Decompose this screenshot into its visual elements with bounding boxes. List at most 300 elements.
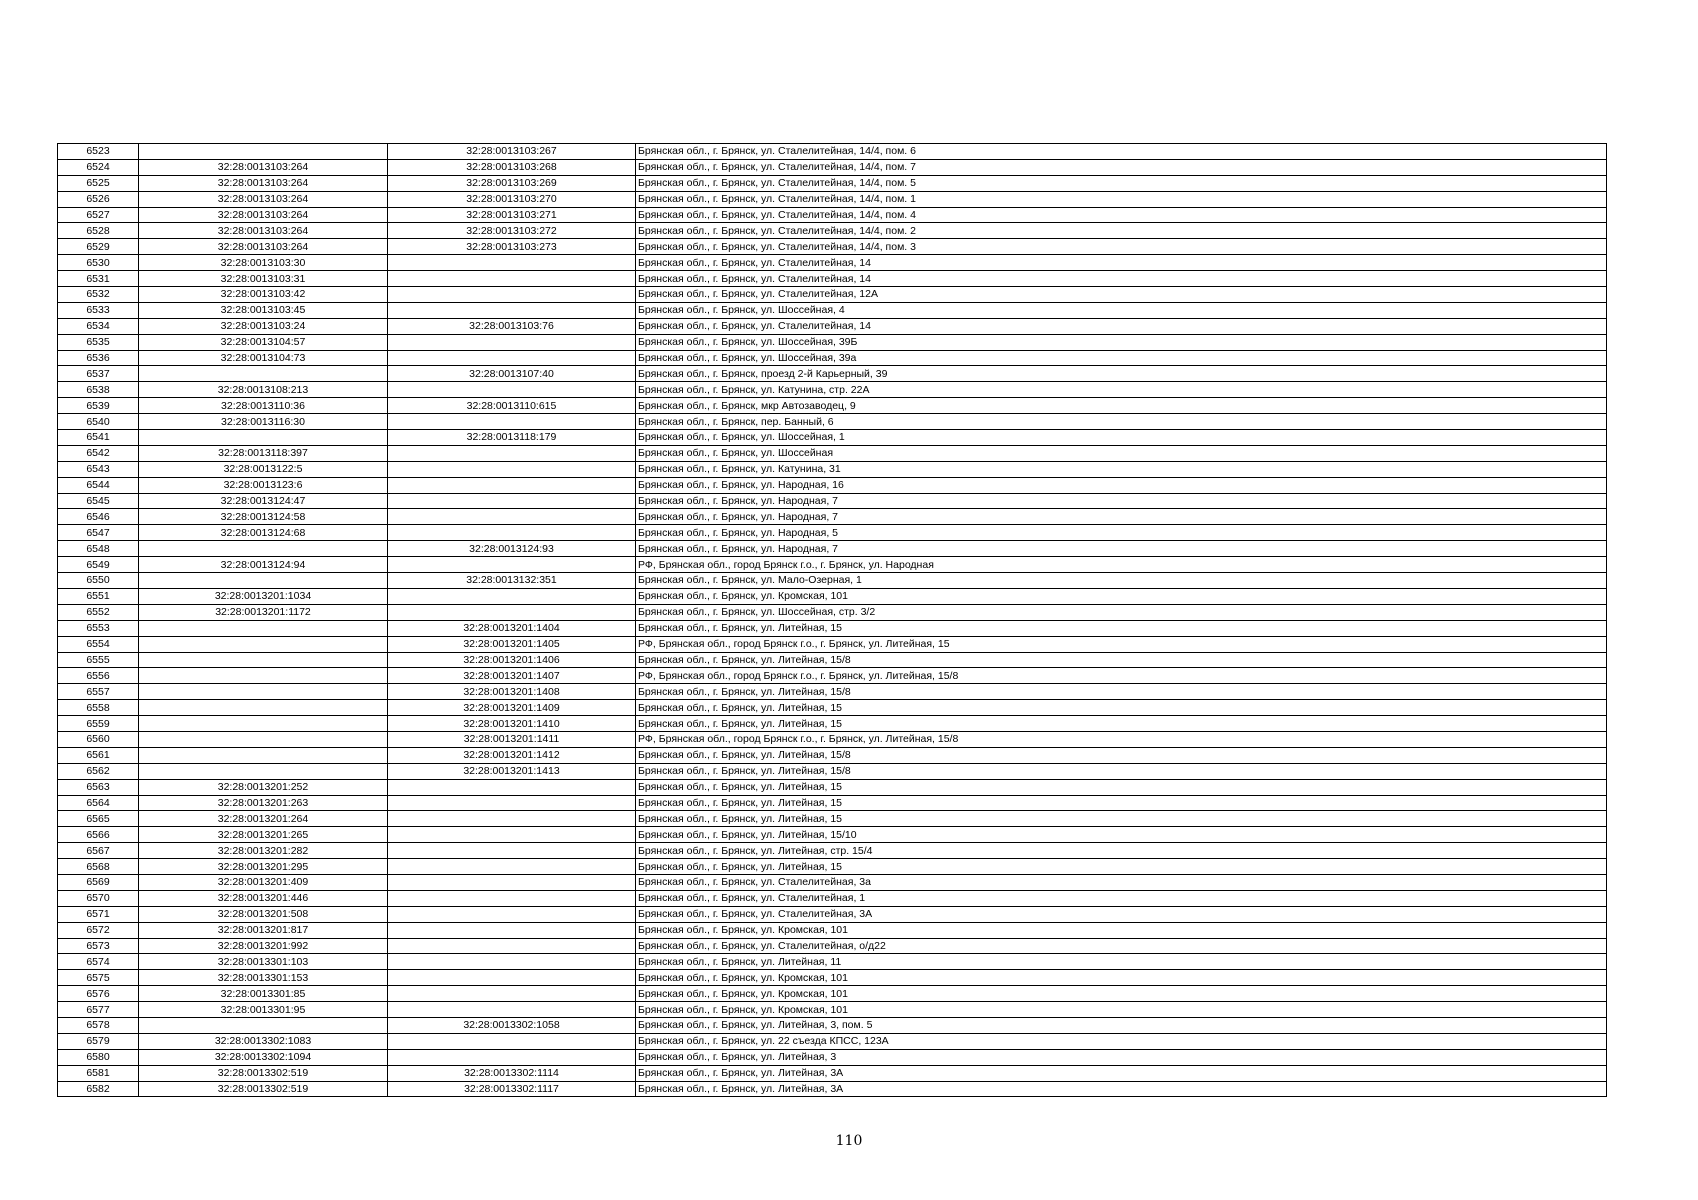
address-cell: Брянская обл., г. Брянск, ул. Народная, 7 [636,493,1607,509]
cadastral-number-cell [388,811,636,827]
table-row [58,398,1607,414]
row-number-cell: 6572 [58,922,139,938]
parent-cadastral-number-cell: 32:28:0013124:58 [139,509,388,525]
table-row [58,1049,1607,1065]
parent-cadastral-number-cell: 32:28:0013103:45 [139,302,388,318]
address-cell: Брянская обл., г. Брянск, ул. Сталелитейная, 14/4, пом. 4 [636,207,1607,223]
address-cell: Брянская обл., г. Брянск, ул. Кромская, 101 [636,588,1607,604]
table-row [58,986,1607,1002]
table-row [58,859,1607,875]
row-number-cell: 6529 [58,239,139,255]
table-row [58,1002,1607,1018]
row-number-cell: 6567 [58,843,139,859]
address-cell: Брянская обл., г. Брянск, ул. Шоссейная, 1 [636,430,1607,446]
cadastral-number-cell [388,493,636,509]
address-cell: Брянская обл., г. Брянск, ул. Литейная, 3А [636,1081,1607,1097]
address-cell: Брянская обл., г. Брянск, ул. Народная, 16 [636,477,1607,493]
row-number-cell: 6576 [58,986,139,1002]
row-number-cell: 6548 [58,541,139,557]
parent-cadastral-number-cell [139,144,388,160]
row-number-cell: 6554 [58,636,139,652]
address-cell: РФ, Брянская обл., город Брянск г.о., г. Брянск, ул. Литейная, 15/8 [636,668,1607,684]
table-row [58,477,1607,493]
row-number-cell: 6563 [58,779,139,795]
cadastral-number-cell: 32:28:0013103:267 [388,144,636,160]
cadastral-number-cell [388,890,636,906]
row-number-cell: 6578 [58,1017,139,1033]
address-cell: Брянская обл., г. Брянск, ул. Шоссейная, 39а [636,350,1607,366]
parent-cadastral-number-cell: 32:28:0013201:446 [139,890,388,906]
address-cell: Брянская обл., г. Брянск, ул. Народная, 7 [636,509,1607,525]
address-cell: Брянская обл., г. Брянск, ул. Кромская, 101 [636,1002,1607,1018]
parent-cadastral-number-cell: 32:28:0013201:409 [139,874,388,890]
table-row [58,874,1607,890]
cadastral-number-cell: 32:28:0013201:1411 [388,731,636,747]
address-cell: Брянская обл., г. Брянск, ул. Сталелитейная, 14/4, пом. 2 [636,223,1607,239]
parent-cadastral-number-cell [139,636,388,652]
table-row [58,700,1607,716]
table-row [58,795,1607,811]
parent-cadastral-number-cell: 32:28:0013201:992 [139,938,388,954]
row-number-cell: 6534 [58,318,139,334]
row-number-cell: 6523 [58,144,139,160]
cadastral-number-cell [388,986,636,1002]
row-number-cell: 6571 [58,906,139,922]
cadastral-number-cell [388,922,636,938]
parent-cadastral-number-cell: 32:28:0013108:213 [139,382,388,398]
table-row [58,334,1607,350]
cadastral-number-cell: 32:28:0013201:1413 [388,763,636,779]
parent-cadastral-number-cell: 32:28:0013201:252 [139,779,388,795]
cadastral-number-cell [388,255,636,271]
cadastral-number-cell [388,461,636,477]
table-row [58,350,1607,366]
cadastral-number-cell [388,859,636,875]
row-number-cell: 6564 [58,795,139,811]
row-number-cell: 6542 [58,445,139,461]
cadastral-number-cell: 32:28:0013103:269 [388,175,636,191]
table-row [58,731,1607,747]
row-number-cell: 6535 [58,334,139,350]
row-number-cell: 6540 [58,414,139,430]
row-number-cell: 6557 [58,684,139,700]
table-row [58,906,1607,922]
address-cell: Брянская обл., г. Брянск, ул. Литейная, 15/10 [636,827,1607,843]
table-row [58,191,1607,207]
row-number-cell: 6532 [58,287,139,303]
address-cell: Брянская обл., г. Брянск, ул. Литейная, 15 [636,716,1607,732]
address-cell: Брянская обл., г. Брянск, ул. Кромская, 101 [636,970,1607,986]
parent-cadastral-number-cell: 32:28:0013118:397 [139,445,388,461]
table-row [58,1065,1607,1081]
parent-cadastral-number-cell [139,716,388,732]
parent-cadastral-number-cell: 32:28:0013103:31 [139,271,388,287]
cadastral-number-cell [388,938,636,954]
cadastral-number-cell [388,843,636,859]
parent-cadastral-number-cell [139,684,388,700]
address-cell: Брянская обл., г. Брянск, ул. Катунина, стр. 22А [636,382,1607,398]
parent-cadastral-number-cell: 32:28:0013201:264 [139,811,388,827]
cadastral-number-cell [388,414,636,430]
row-number-cell: 6527 [58,207,139,223]
cadastral-number-cell [388,970,636,986]
row-number-cell: 6538 [58,382,139,398]
table-row [58,366,1607,382]
address-cell: Брянская обл., г. Брянск, ул. Шоссейная [636,445,1607,461]
parent-cadastral-number-cell: 32:28:0013301:85 [139,986,388,1002]
cadastral-number-cell [388,1033,636,1049]
row-number-cell: 6549 [58,557,139,573]
address-cell: Брянская обл., г. Брянск, ул. Народная, 7 [636,541,1607,557]
cadastral-number-cell [388,271,636,287]
table-row [58,922,1607,938]
parent-cadastral-number-cell: 32:28:0013103:264 [139,159,388,175]
row-number-cell: 6581 [58,1065,139,1081]
address-cell: Брянская обл., г. Брянск, ул. Шоссейная, стр. 3/2 [636,604,1607,620]
table-row [58,588,1607,604]
cadastral-number-cell [388,445,636,461]
row-number-cell: 6573 [58,938,139,954]
cadastral-number-cell [388,954,636,970]
parent-cadastral-number-cell: 32:28:0013124:94 [139,557,388,573]
table-row [58,763,1607,779]
table-row [58,207,1607,223]
row-number-cell: 6546 [58,509,139,525]
cadastral-number-cell: 32:28:0013107:40 [388,366,636,382]
cadastral-number-cell [388,557,636,573]
table-row [58,493,1607,509]
address-cell: Брянская обл., г. Брянск, ул. 22 съезда КПСС, 123А [636,1033,1607,1049]
registry-table-body [58,144,1607,1097]
row-number-cell: 6551 [58,588,139,604]
row-number-cell: 6524 [58,159,139,175]
row-number-cell: 6560 [58,731,139,747]
parent-cadastral-number-cell [139,747,388,763]
row-number-cell: 6547 [58,525,139,541]
address-cell: Брянская обл., г. Брянск, ул. Сталелитейная, 14 [636,318,1607,334]
row-number-cell: 6537 [58,366,139,382]
parent-cadastral-number-cell: 32:28:0013201:282 [139,843,388,859]
row-number-cell: 6545 [58,493,139,509]
address-cell: Брянская обл., г. Брянск, ул. Сталелитейная, 14/4, пом. 1 [636,191,1607,207]
table-row [58,1017,1607,1033]
parent-cadastral-number-cell: 32:28:0013103:24 [139,318,388,334]
parent-cadastral-number-cell: 32:28:0013301:153 [139,970,388,986]
cadastral-number-cell [388,588,636,604]
row-number-cell: 6575 [58,970,139,986]
address-cell: Брянская обл., г. Брянск, ул. Литейная, 3, пом. 5 [636,1017,1607,1033]
table-row [58,159,1607,175]
parent-cadastral-number-cell: 32:28:0013201:263 [139,795,388,811]
parent-cadastral-number-cell: 32:28:0013104:57 [139,334,388,350]
parent-cadastral-number-cell: 32:28:0013122:5 [139,461,388,477]
cadastral-number-cell: 32:28:0013201:1410 [388,716,636,732]
cadastral-number-cell: 32:28:0013302:1058 [388,1017,636,1033]
parent-cadastral-number-cell: 32:28:0013103:264 [139,239,388,255]
cadastral-number-cell: 32:28:0013124:93 [388,541,636,557]
row-number-cell: 6531 [58,271,139,287]
cadastral-number-cell: 32:28:0013201:1409 [388,700,636,716]
address-cell: Брянская обл., г. Брянск, ул. Сталелитейная, 1 [636,890,1607,906]
row-number-cell: 6582 [58,1081,139,1097]
address-cell: Брянская обл., г. Брянск, ул. Литейная, 15 [636,620,1607,636]
parent-cadastral-number-cell: 32:28:0013201:265 [139,827,388,843]
row-number-cell: 6574 [58,954,139,970]
parent-cadastral-number-cell [139,652,388,668]
address-cell: Брянская обл., г. Брянск, ул. Народная, 5 [636,525,1607,541]
parent-cadastral-number-cell: 32:28:0013103:264 [139,175,388,191]
parent-cadastral-number-cell: 32:28:0013201:295 [139,859,388,875]
table-row [58,843,1607,859]
row-number-cell: 6555 [58,652,139,668]
parent-cadastral-number-cell: 32:28:0013103:264 [139,223,388,239]
row-number-cell: 6556 [58,668,139,684]
parent-cadastral-number-cell: 32:28:0013301:103 [139,954,388,970]
cadastral-number-cell [388,1049,636,1065]
table-row [58,970,1607,986]
table-row [58,318,1607,334]
row-number-cell: 6570 [58,890,139,906]
parent-cadastral-number-cell [139,668,388,684]
table-row [58,684,1607,700]
table-row [58,827,1607,843]
address-cell: Брянская обл., г. Брянск, ул. Литейная, 15/8 [636,652,1607,668]
table-row [58,287,1607,303]
address-cell: Брянская обл., г. Брянск, ул. Сталелитейная, 12А [636,287,1607,303]
address-cell: Брянская обл., г. Брянск, ул. Кромская, 101 [636,922,1607,938]
row-number-cell: 6528 [58,223,139,239]
cadastral-number-cell: 32:28:0013110:615 [388,398,636,414]
table-row [58,954,1607,970]
address-cell: Брянская обл., г. Брянск, проезд 2-й Карьерный, 39 [636,366,1607,382]
address-cell: Брянская обл., г. Брянск, ул. Литейная, 11 [636,954,1607,970]
table-row [58,779,1607,795]
row-number-cell: 6544 [58,477,139,493]
address-cell: РФ, Брянская обл., город Брянск г.о., г. Брянск, ул. Народная [636,557,1607,573]
parent-cadastral-number-cell [139,620,388,636]
parent-cadastral-number-cell: 32:28:0013201:1034 [139,588,388,604]
parent-cadastral-number-cell: 32:28:0013110:36 [139,398,388,414]
cadastral-number-cell: 32:28:0013103:271 [388,207,636,223]
table-row [58,445,1607,461]
table-row [58,414,1607,430]
cadastral-number-cell [388,795,636,811]
parent-cadastral-number-cell [139,763,388,779]
cadastral-number-cell: 32:28:0013302:1114 [388,1065,636,1081]
cadastral-number-cell: 32:28:0013201:1408 [388,684,636,700]
table-row [58,175,1607,191]
cadastral-number-cell: 32:28:0013103:76 [388,318,636,334]
address-cell: Брянская обл., г. Брянск, ул. Сталелитейная, 14/4, пом. 3 [636,239,1607,255]
row-number-cell: 6526 [58,191,139,207]
table-row [58,1081,1607,1097]
address-cell: Брянская обл., г. Брянск, пер. Банный, 6 [636,414,1607,430]
cadastral-number-cell: 32:28:0013132:351 [388,573,636,589]
row-number-cell: 6577 [58,1002,139,1018]
table-row [58,890,1607,906]
cadastral-number-cell [388,906,636,922]
parent-cadastral-number-cell [139,1017,388,1033]
address-cell: Брянская обл., г. Брянск, мкр Автозаводец, 9 [636,398,1607,414]
cadastral-number-cell [388,287,636,303]
cadastral-number-cell [388,525,636,541]
address-cell: Брянская обл., г. Брянск, ул. Литейная, 15/8 [636,684,1607,700]
address-cell: Брянская обл., г. Брянск, ул. Шоссейная, 39Б [636,334,1607,350]
table-row [58,382,1607,398]
row-number-cell: 6550 [58,573,139,589]
row-number-cell: 6558 [58,700,139,716]
row-number-cell: 6553 [58,620,139,636]
cadastral-number-cell [388,779,636,795]
table-row [58,716,1607,732]
parent-cadastral-number-cell: 32:28:0013302:519 [139,1081,388,1097]
parent-cadastral-number-cell: 32:28:0013302:1083 [139,1033,388,1049]
parent-cadastral-number-cell: 32:28:0013103:42 [139,287,388,303]
table-row [58,525,1607,541]
address-cell: Брянская обл., г. Брянск, ул. Сталелитейная, 3а [636,874,1607,890]
address-cell: Брянская обл., г. Брянск, ул. Сталелитейная, 14/4, пом. 6 [636,144,1607,160]
parent-cadastral-number-cell [139,731,388,747]
parent-cadastral-number-cell [139,366,388,382]
parent-cadastral-number-cell: 32:28:0013116:30 [139,414,388,430]
row-number-cell: 6580 [58,1049,139,1065]
row-number-cell: 6559 [58,716,139,732]
address-cell: Брянская обл., г. Брянск, ул. Сталелитейная, 14/4, пом. 5 [636,175,1607,191]
row-number-cell: 6565 [58,811,139,827]
table-row [58,747,1607,763]
parent-cadastral-number-cell: 32:28:0013104:73 [139,350,388,366]
cadastral-number-cell: 32:28:0013103:273 [388,239,636,255]
row-number-cell: 6552 [58,604,139,620]
address-cell: Брянская обл., г. Брянск, ул. Мало-Озерная, 1 [636,573,1607,589]
parent-cadastral-number-cell: 32:28:0013124:68 [139,525,388,541]
cadastral-number-cell [388,350,636,366]
table-row [58,541,1607,557]
parent-cadastral-number-cell: 32:28:0013301:95 [139,1002,388,1018]
cadastral-number-cell: 32:28:0013118:179 [388,430,636,446]
row-number-cell: 6530 [58,255,139,271]
cadastral-number-cell: 32:28:0013201:1407 [388,668,636,684]
cadastral-number-cell [388,477,636,493]
row-number-cell: 6568 [58,859,139,875]
cadastral-number-cell [388,874,636,890]
table-row [58,620,1607,636]
cadastral-number-cell [388,1002,636,1018]
registry-table [57,143,1607,1097]
address-cell: Брянская обл., г. Брянск, ул. Литейная, стр. 15/4 [636,843,1607,859]
table-row [58,604,1607,620]
table-row [58,271,1607,287]
cadastral-number-cell [388,334,636,350]
cadastral-number-cell: 32:28:0013103:270 [388,191,636,207]
row-number-cell: 6579 [58,1033,139,1049]
parent-cadastral-number-cell: 32:28:0013103:264 [139,207,388,223]
table-row [58,811,1607,827]
table-row [58,461,1607,477]
parent-cadastral-number-cell [139,700,388,716]
table-row [58,652,1607,668]
row-number-cell: 6569 [58,874,139,890]
page-number: 110 [835,1133,863,1149]
parent-cadastral-number-cell: 32:28:0013123:6 [139,477,388,493]
address-cell: Брянская обл., г. Брянск, ул. Сталелитейная, о/д22 [636,938,1607,954]
table-row [58,239,1607,255]
parent-cadastral-number-cell: 32:28:0013201:817 [139,922,388,938]
table-row [58,668,1607,684]
address-cell: Брянская обл., г. Брянск, ул. Литейная, 15/8 [636,763,1607,779]
parent-cadastral-number-cell [139,573,388,589]
address-cell: Брянская обл., г. Брянск, ул. Литейная, 15 [636,811,1607,827]
address-cell: Брянская обл., г. Брянск, ул. Литейная, 15 [636,795,1607,811]
cadastral-number-cell: 32:28:0013302:1117 [388,1081,636,1097]
row-number-cell: 6536 [58,350,139,366]
parent-cadastral-number-cell [139,541,388,557]
cadastral-number-cell [388,509,636,525]
row-number-cell: 6543 [58,461,139,477]
address-cell: Брянская обл., г. Брянск, ул. Кромская, 101 [636,986,1607,1002]
table-row [58,573,1607,589]
parent-cadastral-number-cell: 32:28:0013302:1094 [139,1049,388,1065]
parent-cadastral-number-cell: 32:28:0013201:1172 [139,604,388,620]
address-cell: Брянская обл., г. Брянск, ул. Сталелитейная, 14 [636,255,1607,271]
address-cell: Брянская обл., г. Брянск, ул. Литейная, 3А [636,1065,1607,1081]
cadastral-number-cell: 32:28:0013201:1406 [388,652,636,668]
cadastral-number-cell [388,382,636,398]
parent-cadastral-number-cell: 32:28:0013124:47 [139,493,388,509]
table-row [58,938,1607,954]
parent-cadastral-number-cell: 32:28:0013302:519 [139,1065,388,1081]
cadastral-number-cell: 32:28:0013103:268 [388,159,636,175]
parent-cadastral-number-cell: 32:28:0013201:508 [139,906,388,922]
address-cell: Брянская обл., г. Брянск, ул. Литейная, 15/8 [636,747,1607,763]
row-number-cell: 6533 [58,302,139,318]
address-cell: Брянская обл., г. Брянск, ул. Сталелитейная, 14/4, пом. 7 [636,159,1607,175]
row-number-cell: 6525 [58,175,139,191]
table-row [58,144,1607,160]
cadastral-number-cell [388,302,636,318]
row-number-cell: 6566 [58,827,139,843]
cadastral-number-cell: 32:28:0013103:272 [388,223,636,239]
address-cell: Брянская обл., г. Брянск, ул. Шоссейная, 4 [636,302,1607,318]
table-row [58,557,1607,573]
cadastral-number-cell: 32:28:0013201:1412 [388,747,636,763]
parent-cadastral-number-cell [139,430,388,446]
parent-cadastral-number-cell: 32:28:0013103:264 [139,191,388,207]
address-cell: Брянская обл., г. Брянск, ул. Сталелитейная, 14 [636,271,1607,287]
cadastral-number-cell [388,827,636,843]
address-cell: Брянская обл., г. Брянск, ул. Литейная, 15 [636,779,1607,795]
row-number-cell: 6561 [58,747,139,763]
table-row [58,302,1607,318]
address-cell: Брянская обл., г. Брянск, ул. Сталелитейная, 3А [636,906,1607,922]
table-row [58,509,1607,525]
table-row [58,223,1607,239]
address-cell: Брянская обл., г. Брянск, ул. Литейная, 3 [636,1049,1607,1065]
table-row [58,636,1607,652]
address-cell: Брянская обл., г. Брянск, ул. Литейная, 15 [636,700,1607,716]
row-number-cell: 6562 [58,763,139,779]
row-number-cell: 6541 [58,430,139,446]
parent-cadastral-number-cell: 32:28:0013103:30 [139,255,388,271]
address-cell: Брянская обл., г. Брянск, ул. Литейная, 15 [636,859,1607,875]
address-cell: РФ, Брянская обл., город Брянск г.о., г. Брянск, ул. Литейная, 15 [636,636,1607,652]
address-cell: РФ, Брянская обл., город Брянск г.о., г. Брянск, ул. Литейная, 15/8 [636,731,1607,747]
address-cell: Брянская обл., г. Брянск, ул. Катунина, 31 [636,461,1607,477]
table-row [58,1033,1607,1049]
cadastral-number-cell: 32:28:0013201:1404 [388,620,636,636]
cadastral-number-cell [388,604,636,620]
cadastral-number-cell: 32:28:0013201:1405 [388,636,636,652]
